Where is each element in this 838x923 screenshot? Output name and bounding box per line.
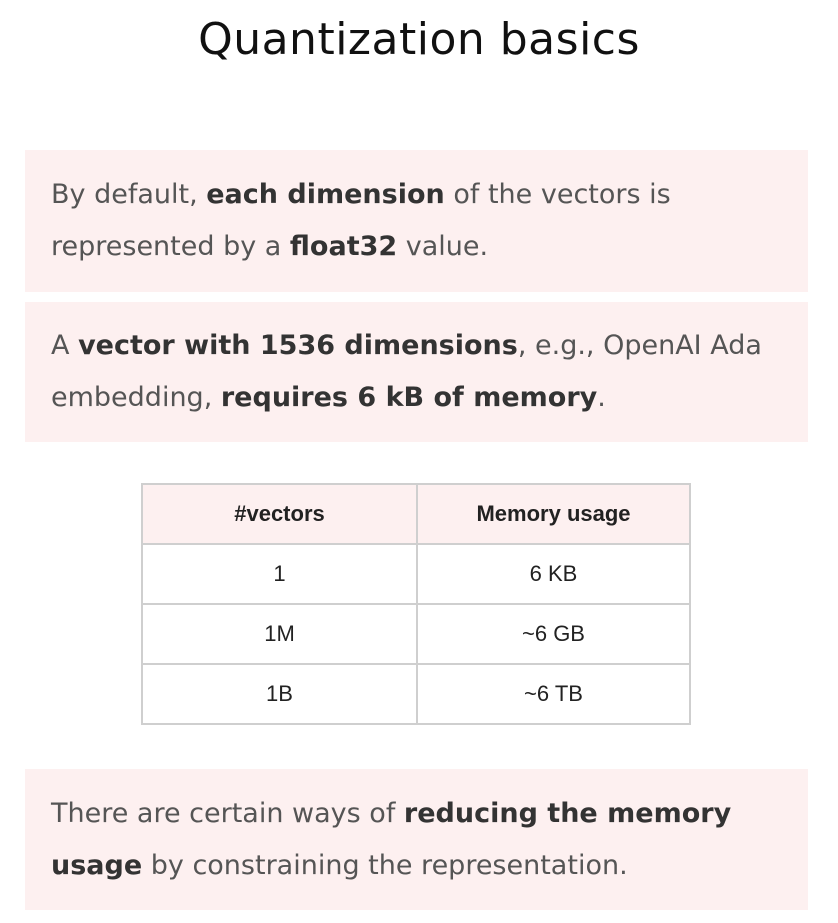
emphasis-vector-dimensions: vector with 1536 dimensions — [78, 330, 518, 361]
text-segment: value. — [397, 231, 489, 262]
page-title: Quantization basics — [198, 14, 640, 65]
default-representation-note — [25, 150, 808, 292]
table-row — [142, 664, 690, 724]
note-text — [51, 788, 782, 892]
table-row — [142, 604, 690, 664]
memory-cell: ~6 GB — [417, 604, 690, 664]
note-text — [51, 169, 782, 273]
table-row — [142, 544, 690, 604]
emphasis-reducing-memory: reducing the memory usage — [51, 797, 732, 881]
column-header-memory-usage: Memory usage — [417, 484, 690, 544]
vectors-cell: 1M — [142, 604, 417, 664]
column-header-vectors: #vectors — [142, 484, 417, 544]
memory-cell: ~6 TB — [417, 664, 690, 724]
vectors-cell: 1 — [142, 544, 417, 604]
text-segment: , e.g., OpenAI Ada embedding, — [51, 330, 762, 413]
text-segment: A — [51, 330, 79, 361]
memory-reduction-note — [25, 769, 808, 910]
note-text — [51, 320, 782, 424]
emphasis-each-dimension: each dimension — [206, 179, 445, 210]
table-header-row — [142, 484, 690, 544]
vectors-cell: 1B — [142, 664, 417, 724]
memory-requirement-note — [25, 302, 808, 442]
text-segment: There are certain ways of — [51, 797, 404, 829]
text-segment: . — [597, 382, 606, 413]
text-segment: By default, — [51, 179, 207, 210]
text-segment: by constraining the representation. — [142, 849, 628, 881]
emphasis-float32: float32 — [289, 231, 398, 262]
memory-cell: 6 KB — [417, 544, 690, 604]
emphasis-memory-required: requires 6 kB of memory — [220, 382, 598, 413]
memory-usage-table — [141, 483, 691, 725]
text-segment: of the vectors is represented by a — [51, 179, 671, 262]
